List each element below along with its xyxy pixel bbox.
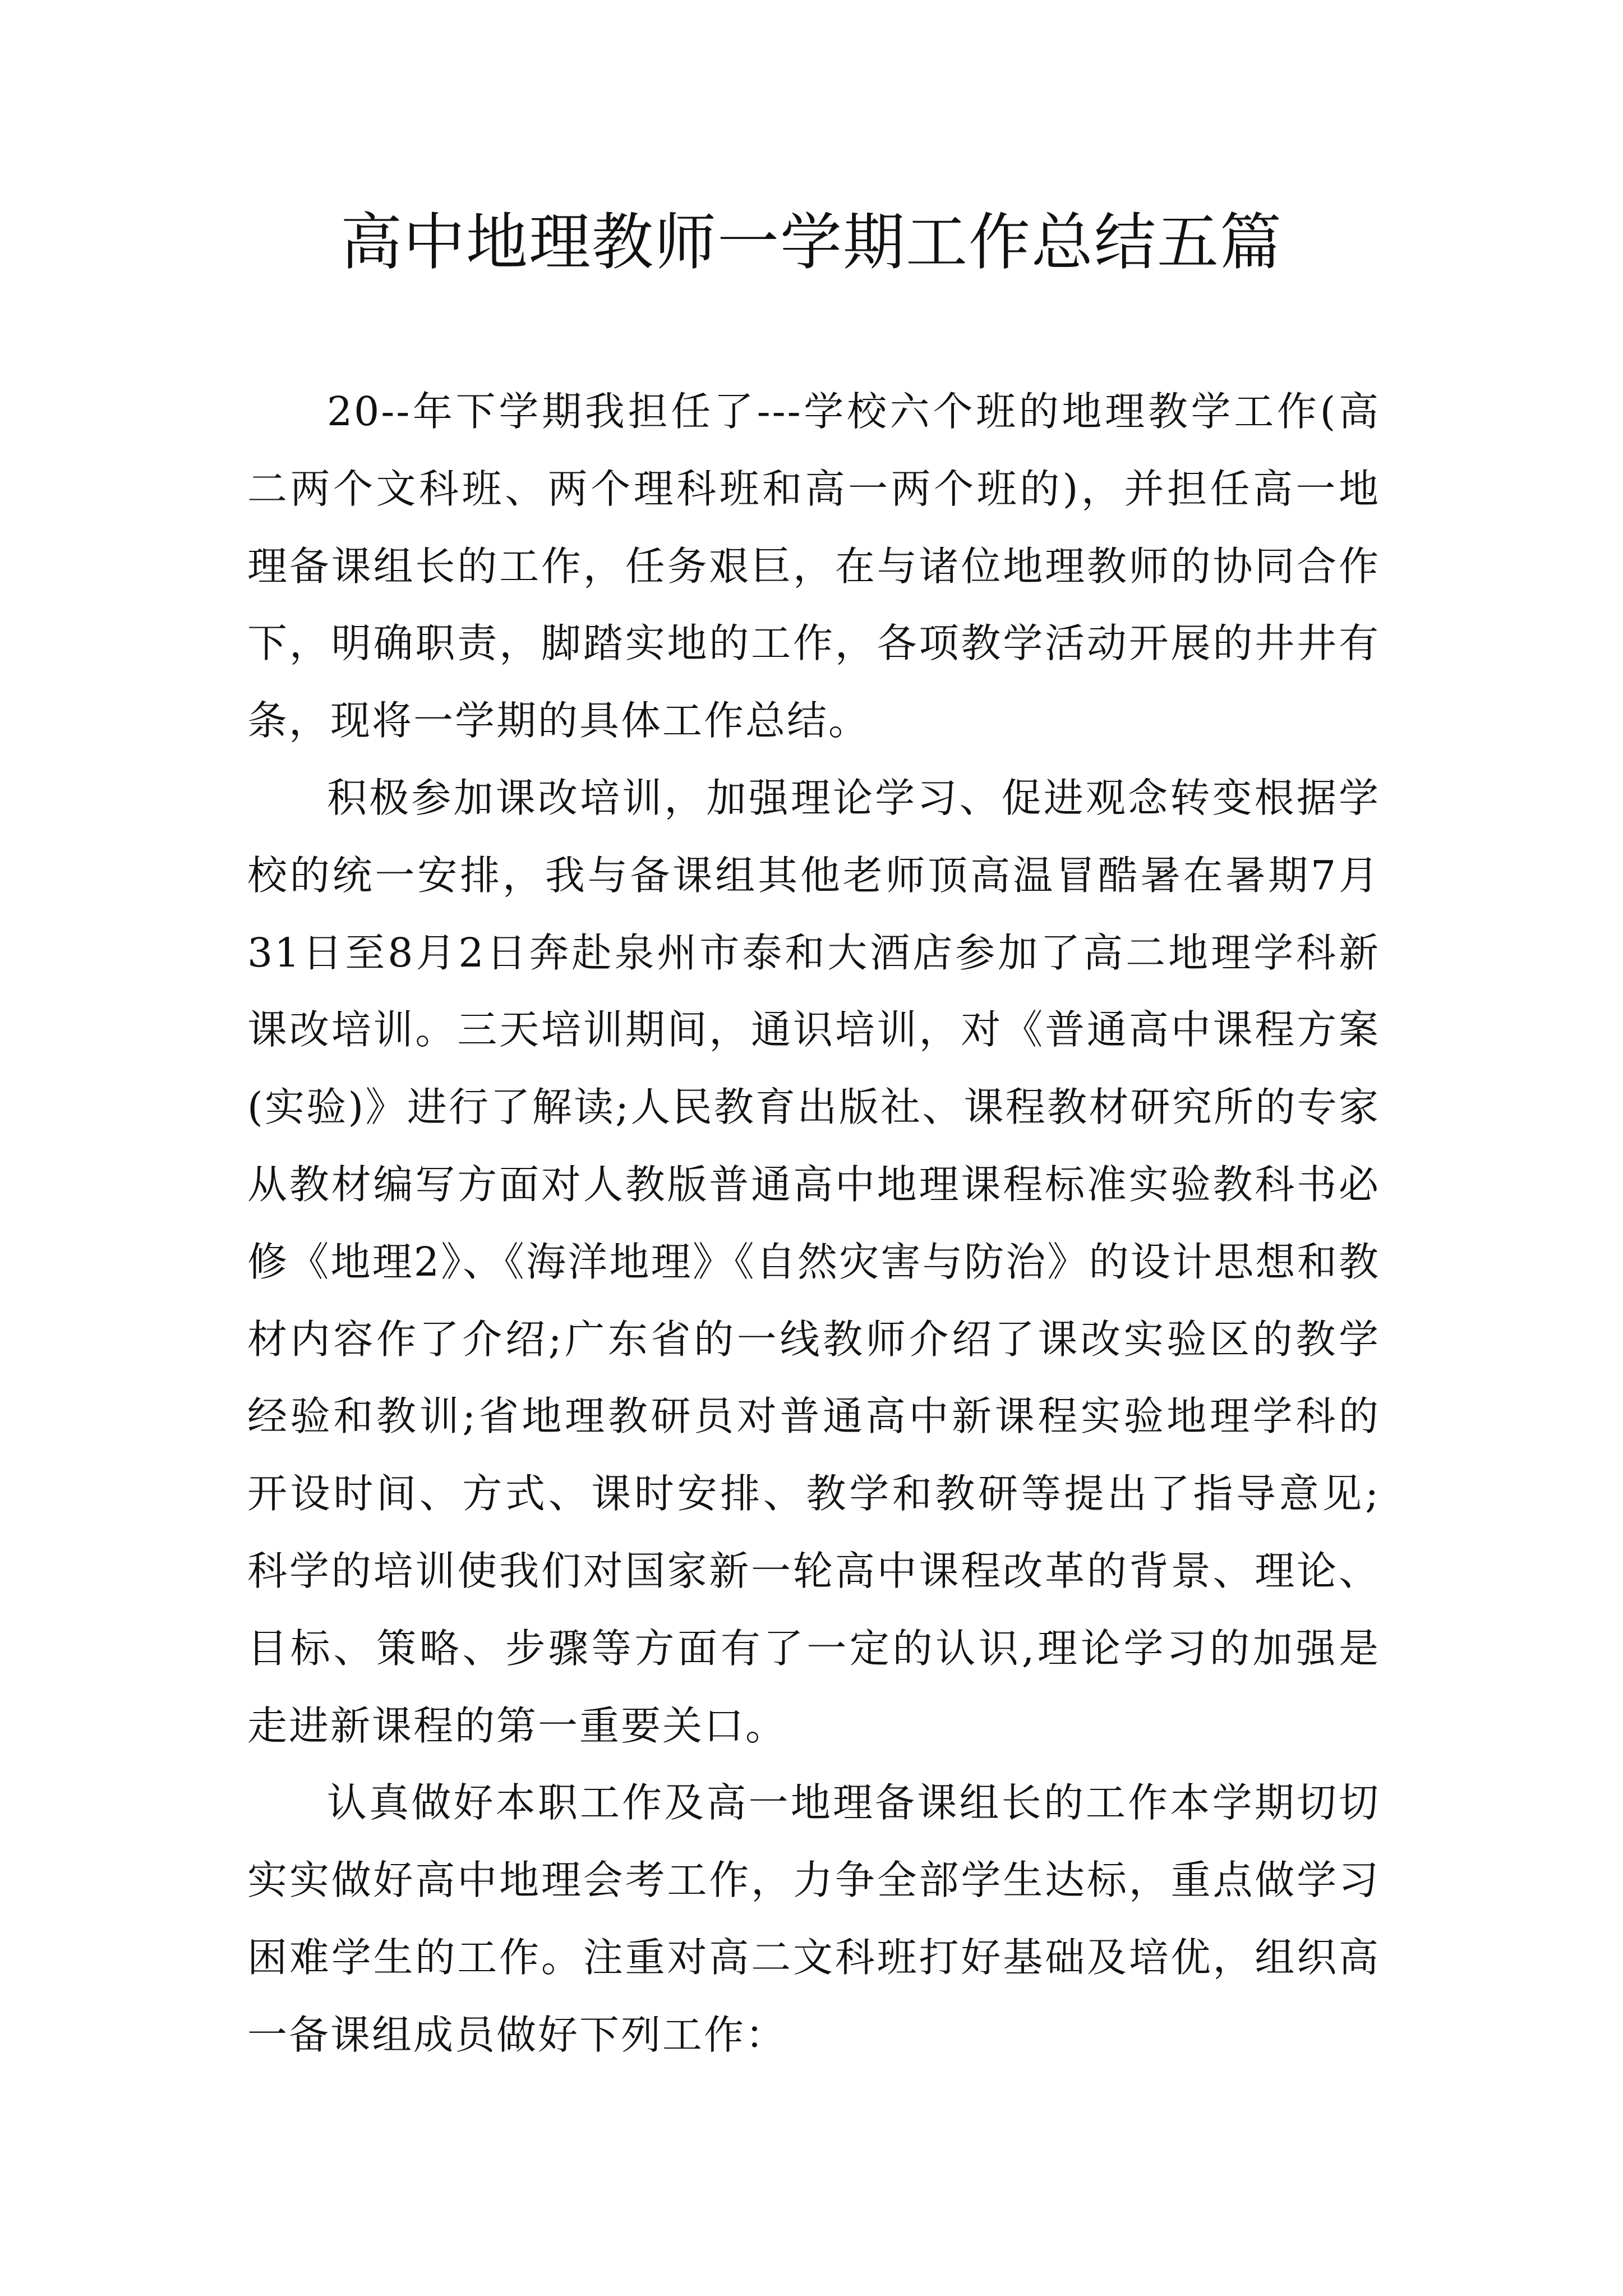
paragraph-duties: 认真做好本职工作及高一地理备课组长的工作本学期切切实实做好高中地理会考工作，力争全部学生达标，重点做学习困难学生的工作。注重对高二文科班打好基础及培优，组织高一备课组成员做好下列工作： — [247, 1779, 1380, 2058]
paragraph-training: 积极参加课改培训，加强理论学习、促进观念转变根据学校的统一安排，我与备课组其他老师顶高温冒酷暑在暑期7月31日至8月2日奔赴泉州市泰和大酒店参加了高二地理学科新课改培训。三天培训期间，通识培训，对《普通高中课程方案(实验)》进行了解读;人民教育出版社、课程教材研究所的专家从教材编写方面对人教版普通高中地理课程标准实验教科书必修《地理2》、《海洋地理》《自然灾害与防治》的设计思想和教材内容作了介绍;广东省的一线教师介绍了课改实验区的教学经验和教训;省地理教研员对普通高中新课程实验地理学科的开设时间、方式、课时安排、教学和教研等提出了指导意见;科学的培训使我们对国家新一轮高中课程改革的背景、理论、目标、策略、步骤等方面有了一定的认识,理论学习的加强是走进新课程的第一重要关口。 — [247, 774, 1380, 1749]
document-body — [247, 373, 1380, 2074]
paragraph-intro: 20--年下学期我担任了---学校六个班的地理教学工作(高二两个文科班、两个理科班和高一两个班的)，并担任高一地理备课组长的工作，任务艰巨，在与诸位地理教师的协同合作下，明确职责，脚踏实地的工作，各项教学活动开展的井井有条，现将一学期的具体工作总结。 — [247, 388, 1380, 744]
document-title: 高中地理教师一学期工作总结五篇 — [340, 206, 1283, 278]
